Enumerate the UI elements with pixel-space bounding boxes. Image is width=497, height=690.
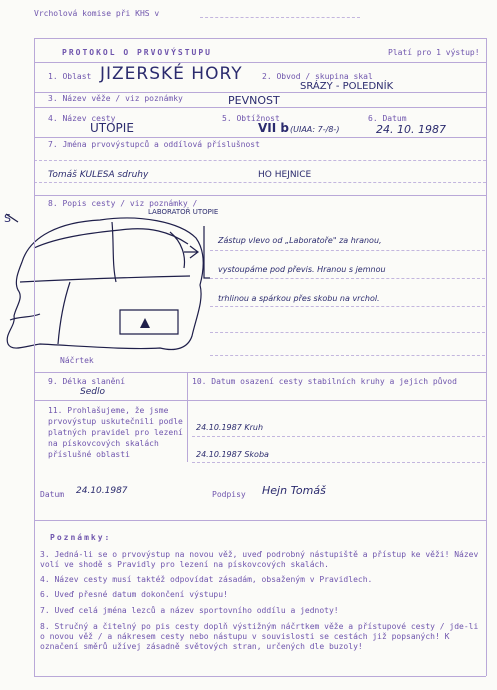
field-6-label: 6. Datum [368, 114, 407, 123]
field-9-label: 9. Délka slanění [48, 377, 126, 386]
anchor-line-1: 24.10.1987 Kruh [196, 423, 264, 432]
field-3-label: 3. Název věže / viz poznámky [48, 94, 183, 103]
sketch-lab-label: LABORATOŘ UTOPIE [148, 208, 219, 216]
org-header: Vrcholová komise při KHS v [34, 9, 160, 18]
note-4: 4. Název cesty musí taktéž odpovídat zásadám, obsaženým v Pravidlech. [40, 575, 373, 584]
field-7-label: 7. Jména prvovýstupců a oddílová příslušnost [48, 140, 260, 149]
row-9-rule [34, 400, 486, 401]
note-3: 3. Jedná-li se o prvovýstup na novou věž, uveď podrobný nástupiště a přístup ke věži! Název volí ve shodě s Pravidly pro lezení na pískovcových skalách. [40, 550, 479, 569]
note-8: 8. Stručný a čitelný po pis cesty doplň výstižným náčrtkem věže a přístupové cesty / jde-li o novou věž / a nákresem cesty nebo nástupu v souvislosti se cestách již popsaných! K označení směrů užívej zásadně světových stran, určených dle buzoly! [40, 622, 479, 651]
field-7-club: HO HEJNICE [258, 170, 312, 180]
date-label: Datum [40, 490, 65, 499]
note-6: 6. Uveď přesné datum dokončení výstupu! [40, 590, 228, 599]
anchor-line-2: 24.10.1987 Skoba [196, 450, 269, 459]
copy-note: Platí pro 1 výstup! [388, 48, 480, 57]
field-10-label: 10. Datum osazení cesty stabilních kruhy a jejich původ [192, 377, 457, 386]
description-line-1: Zástup vlevo od „Laboratoře" za hranou, [218, 236, 382, 245]
field-2-label: 2. Obvod / skupina skal [262, 72, 373, 81]
field-8-label: 8. Popis cesty / viz poznámky / [48, 199, 198, 208]
description-line-2: vystoupáme pod převis. Hranou s jemnou [218, 265, 386, 274]
description-line-3: trhlinou a spárkou přes skobu na vrchol. [218, 294, 380, 303]
field-5-extra: (UIAA: 7-/8-) [290, 125, 340, 134]
bottom-rule [34, 676, 486, 677]
anchor-rule-2 [192, 462, 485, 463]
field-11-declaration: 11. Prohlašujeme, že jsme prvovýstup uskutečnili podle platných pravidel pro lezení na pískovcových skalách příslušné oblasti [48, 406, 183, 459]
field-5-grade: VII b [258, 121, 289, 135]
sketch-label: Náčrtek [60, 356, 94, 365]
signatures-label: Podpisy [212, 490, 246, 499]
form-title: PROTOKOL O PRVOVÝSTUPU [62, 48, 212, 57]
notes-title: Poznámky: [50, 533, 112, 542]
field-9-value: Sedlo [80, 387, 105, 397]
field-3-value: PEVNOST [228, 94, 280, 107]
row-8-rule [34, 372, 486, 373]
date-rule [34, 520, 486, 521]
field-2-value: SRÁZY - POLEDNÍK [300, 81, 394, 92]
anchor-rule-1 [192, 436, 485, 437]
field-1-label: 1. Oblast [48, 72, 92, 81]
field-4-label: 4. Název cesty [48, 114, 116, 123]
date-value: 24.10.1987 [76, 486, 128, 496]
field-5-label: 5. Obtížnost [222, 114, 280, 123]
note-7: 7. Uveď celá jména lezců a název sportovního oddílu a jednoty! [40, 606, 339, 615]
field-7-name: Tomáš KULESA sdruhy [48, 170, 149, 180]
frame-right [486, 38, 487, 676]
sketch-north-arrow: S [4, 212, 11, 225]
field-6-value: 24. 10. 1987 [376, 123, 446, 136]
signatures-value: Hejn Tomáš [262, 484, 326, 497]
frame-left [34, 38, 35, 676]
field-4-value: UTOPIE [90, 121, 134, 135]
field-1-value: JIZERSKÉ HORY [100, 64, 243, 84]
